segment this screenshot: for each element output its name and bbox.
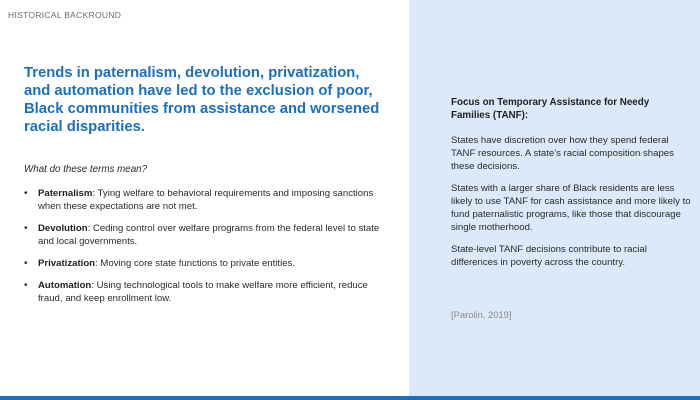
term-name: Automation — [38, 280, 92, 291]
list-item — [24, 187, 384, 213]
bullet: • — [24, 280, 28, 291]
list-item — [24, 257, 384, 270]
term-name: Privatization — [38, 258, 96, 269]
focus-paragraph: State-level TANF decisions contribute to racial differences in poverty across the country. — [451, 244, 647, 268]
bottom-accent-bar — [0, 396, 700, 400]
term-name: Devolution — [38, 223, 88, 234]
focus-title: Focus on Temporary Assistance for Needy Families (TANF): — [451, 97, 650, 121]
terms-question: What do these terms mean? — [24, 164, 148, 175]
bullet: • — [24, 258, 28, 269]
term-name: Paternalism — [38, 188, 93, 199]
left-column — [24, 64, 384, 314]
focus-panel — [409, 0, 700, 396]
term-definition: : Moving core state functions to private entities. — [95, 258, 296, 269]
focus-content — [451, 96, 691, 278]
bullet: • — [24, 188, 28, 199]
terms-list — [24, 187, 384, 305]
section-label: HISTORICAL BACKROUND — [8, 10, 122, 20]
list-item — [24, 279, 384, 305]
focus-paragraph: States have discretion over how they spend federal TANF resources. A state's racial composition shapes these decisions. — [451, 135, 674, 172]
bullet: • — [24, 223, 28, 234]
citation: [Parolin, 2019] — [451, 309, 512, 320]
term-definition: : Ceding control over welfare programs from the federal level to state and local governments. — [38, 223, 380, 247]
headline: Trends in paternalism, devolution, privatization, and automation have led to the exclusion of poor, Black communities from assistance and worsened racial disparities. — [24, 65, 380, 135]
list-item — [24, 222, 384, 248]
focus-paragraph: States with a larger share of Black residents are less likely to use TANF for cash assistance and more likely to fund paternalistic programs, like those that discourage single motherhood. — [451, 183, 691, 233]
term-definition: : Tying welfare to behavioral requirements and imposing sanctions when these expectations are not met. — [38, 188, 374, 212]
term-definition: : Using technological tools to make welfare more efficient, reduce fraud, and keep enrollment low. — [38, 280, 368, 304]
